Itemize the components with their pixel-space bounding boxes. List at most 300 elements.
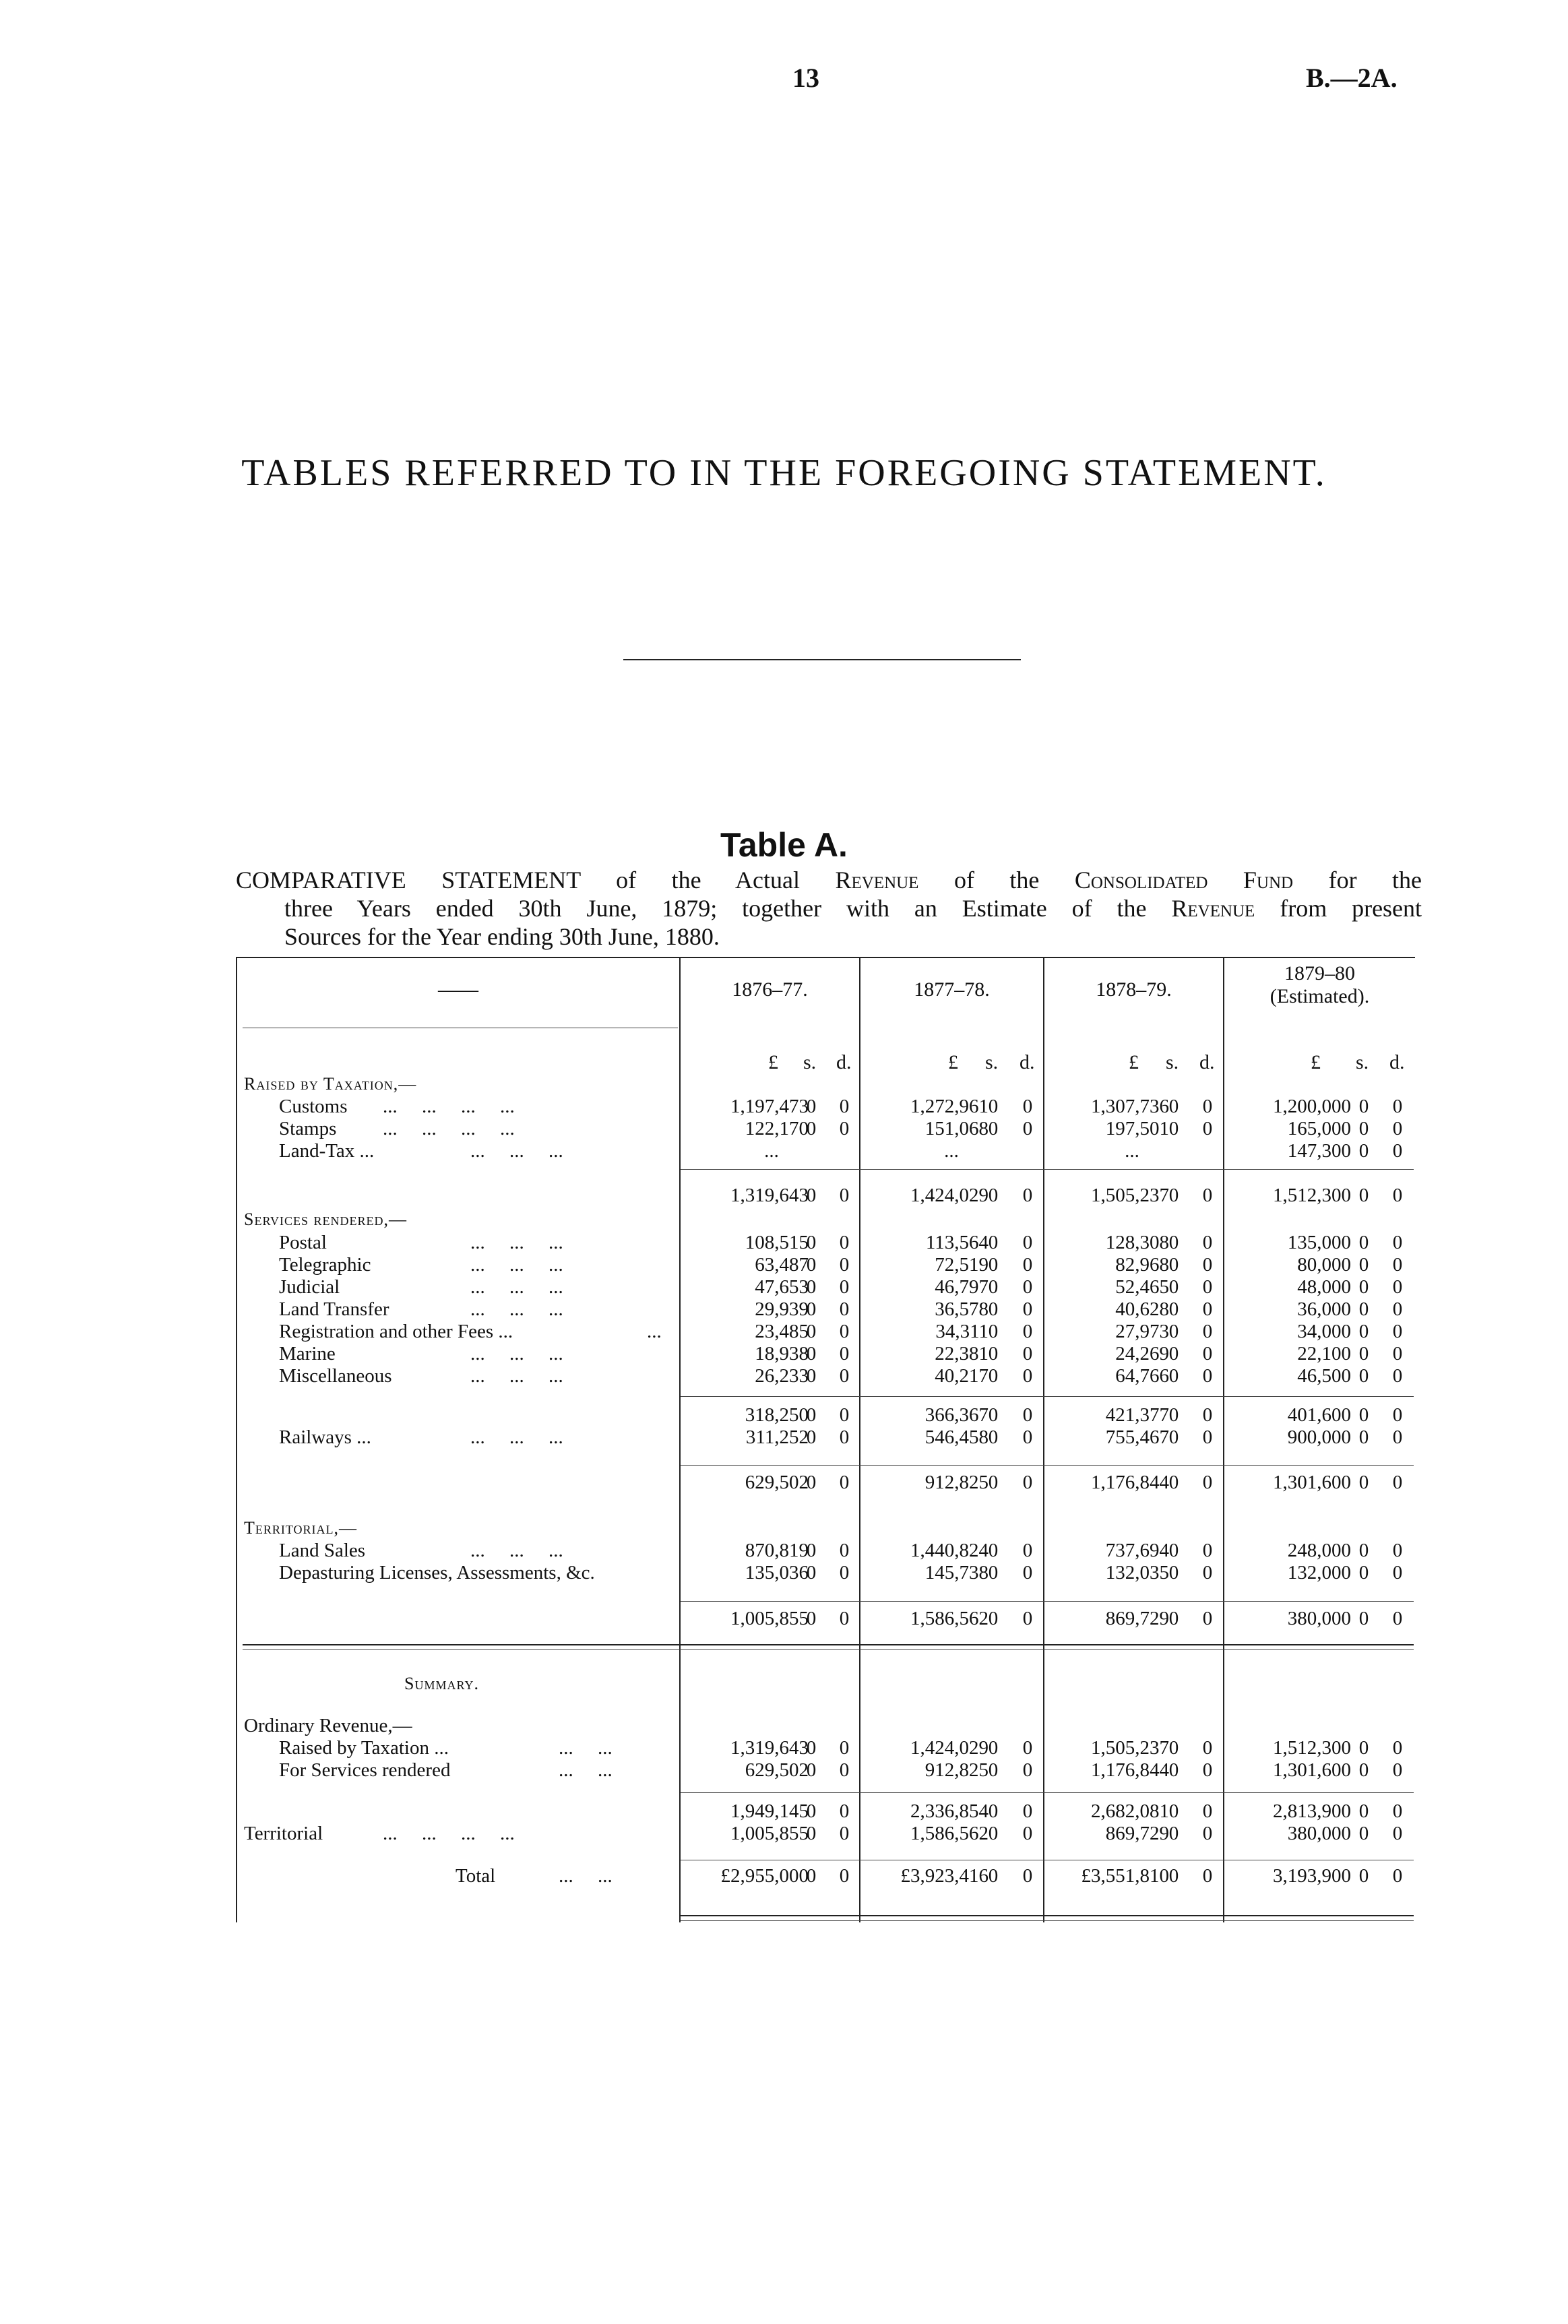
cell-pence: 0 [1022,1608,1033,1629]
cell-pounds: 108,515 [745,1232,809,1253]
cell-shillings: 0 [988,1823,999,1844]
caption-line-3: Sources for the Year ending 30th June, 1880. [284,923,720,950]
cell-shillings: 0 [806,1800,817,1822]
cell-pence: 0 [1202,1608,1213,1629]
cell-pence: 0 [839,1118,850,1139]
cell-pence: 0 [1022,1298,1033,1320]
cell-pence: 0 [1022,1472,1033,1493]
cell-shillings: 0 [806,1298,817,1320]
table-row-stamps [0,1118,1568,1141]
cell-pence: 0 [1202,1096,1213,1117]
leader-dots: ... ... ... [470,1365,563,1387]
cell-pence: 0 [1202,1759,1213,1781]
table-row-land-transfer [0,1298,1568,1321]
cell-pence: 0 [839,1404,850,1426]
page-title: TABLES REFERRED TO IN THE FOREGOING STATEMENT. [241,452,1327,494]
cell-pence: 0 [839,1185,850,1206]
cell-shillings: 0 [988,1343,999,1364]
col-heading-1876: 1876–77. [732,978,808,1001]
cell-pounds: 2,336,854 [910,1800,989,1822]
cell-pounds: 122,170 [745,1118,809,1139]
cell-shillings: 0 [1358,1096,1369,1117]
cell-shillings: 0 [1168,1823,1179,1844]
unit-pence-col2: d. [1020,1051,1035,1073]
col-heading-1878: 1878–79. [1096,978,1172,1001]
leader-dots: ... [647,1321,662,1342]
section-territorial: Territorial,— [244,1518,358,1538]
cell-pounds: 26,233 [755,1365,809,1387]
col-heading-estimated: (Estimated). [1269,985,1370,1007]
cell-pounds: 912,825 [924,1472,989,1493]
leader-dots: ... ... ... [470,1298,563,1320]
cell-pounds: 629,502 [745,1759,809,1781]
cell-shillings: 0 [988,1254,999,1276]
row-label-land-sales: Land Sales [279,1540,366,1561]
cell-shillings: 0 [1358,1254,1369,1276]
cell-pence: 0 [1022,1800,1033,1822]
cell-pounds: 128,308 [1105,1232,1169,1253]
cell-shillings: 0 [1358,1298,1369,1320]
cell-pounds: 870,819 [745,1540,809,1561]
cell-pounds: ... [944,1140,959,1162]
cell-pence: 0 [1202,1185,1213,1206]
cell-pounds: 147,300 [1287,1140,1351,1162]
leader-dots: ... ... [559,1737,613,1759]
cell-shillings: 0 [806,1118,817,1139]
cell-pence: 0 [1202,1800,1213,1822]
cell-pounds: 22,100 [1297,1343,1351,1364]
cell-shillings: 0 [806,1759,817,1781]
cell-shillings: 0 [1358,1140,1369,1162]
cell-pence: 0 [1022,1365,1033,1387]
cell-shillings: 0 [1358,1737,1369,1759]
leader-dots: ... ... [559,1865,613,1887]
cell-shillings: 0 [1168,1298,1179,1320]
section-taxation: Raised by Taxation,— [244,1074,417,1094]
cell-pence: 0 [1392,1404,1403,1426]
cell-pence: 0 [1022,1426,1033,1448]
row-label-sum-taxation: Raised by Taxation ... [279,1737,449,1759]
cell-shillings: 0 [1168,1472,1179,1493]
cell-pounds: 64,766 [1115,1365,1169,1387]
cell-pence: 0 [1022,1343,1033,1364]
cell-pounds: 737,694 [1105,1540,1169,1561]
table-row-registration [0,1321,1568,1344]
cell-pence: 0 [839,1472,850,1493]
cell-pence: 0 [1022,1321,1033,1342]
unit-shillings-col4: s. [1356,1051,1369,1073]
table-row-postal [0,1232,1568,1255]
unit-pounds-col4: £ [1311,1051,1321,1073]
cell-pounds: 18,938 [755,1343,809,1364]
cell-pounds: 1,176,844 [1091,1759,1169,1781]
cell-shillings: 0 [806,1232,817,1253]
page-reference: B.—2A. [1306,63,1398,93]
cell-pence: 0 [1392,1540,1403,1561]
unit-pounds-col3: £ [1129,1051,1139,1073]
table-row-summary-services [0,1759,1568,1782]
cell-pounds: 46,797 [935,1276,989,1298]
cell-pounds: 197,501 [1105,1118,1169,1139]
cell-shillings: 0 [1168,1865,1179,1887]
cell-pence: 0 [839,1562,850,1583]
caption-line-2: three Years ended 30th June, 1879; together with an Estimate of the Revenue from present [284,895,1422,922]
cell-pounds: £3,551,810 [1081,1865,1169,1887]
leader-dots: ... ... ... [470,1140,563,1162]
table-row-telegraphic [0,1254,1568,1277]
row-label-territorial: Territorial [244,1823,323,1844]
divider [623,659,1021,660]
cell-pounds: 1,440,824 [910,1540,989,1561]
cell-pence: 0 [1202,1343,1213,1364]
cell-shillings: 0 [988,1426,999,1448]
leader-dots: ... ... ... [470,1276,563,1298]
table-row-services-subtotal [0,1404,1568,1427]
cell-pence: 0 [1022,1823,1033,1844]
row-label-registration: Registration and other Fees ... [279,1321,513,1342]
section-services: Services rendered,— [244,1210,408,1229]
cell-shillings: 0 [1168,1343,1179,1364]
cell-shillings: 0 [1168,1276,1179,1298]
cell-shillings: 0 [1358,1185,1369,1206]
cell-pounds: 1,301,600 [1273,1472,1351,1493]
cell-pounds: 1,319,643 [730,1737,809,1759]
cell-pence: 0 [1392,1185,1403,1206]
cell-shillings: 0 [988,1759,999,1781]
cell-pounds: 132,035 [1105,1562,1169,1583]
cell-shillings: 0 [988,1472,999,1493]
cell-pence: 0 [1022,1737,1033,1759]
cell-shillings: 0 [806,1608,817,1629]
section-summary: Summary. [404,1674,479,1693]
row-label-telegraphic: Telegraphic [279,1254,371,1276]
cell-shillings: 0 [988,1562,999,1583]
cell-pounds: 1,005,855 [730,1608,809,1629]
cell-pence: 0 [839,1608,850,1629]
cell-pounds: 1,512,300 [1273,1737,1351,1759]
cell-shillings: 0 [806,1343,817,1364]
cell-pounds: 40,628 [1115,1298,1169,1320]
cell-shillings: 0 [988,1865,999,1887]
cell-pounds: 421,377 [1105,1404,1169,1426]
row-label-total: Total [456,1865,496,1887]
cell-shillings: 0 [806,1276,817,1298]
cell-pounds: 23,485 [755,1321,809,1342]
cell-pounds: 145,738 [924,1562,989,1583]
table-row-taxation-total [0,1185,1568,1207]
cell-pence: 0 [1202,1823,1213,1844]
cell-pence: 0 [1202,1540,1213,1561]
cell-shillings: 0 [1358,1118,1369,1139]
cell-shillings: 0 [806,1426,817,1448]
table-row-land-sales [0,1540,1568,1563]
cell-pounds: £2,955,000 [720,1865,809,1887]
cell-pounds: 82,968 [1115,1254,1169,1276]
cell-shillings: 0 [1358,1232,1369,1253]
cell-pence: 0 [1392,1343,1403,1364]
unit-shillings-col2: s. [985,1051,999,1073]
cell-pounds: 2,682,081 [1091,1800,1169,1822]
cell-pence: 0 [1392,1140,1403,1162]
cell-shillings: 0 [1358,1343,1369,1364]
table-row-territorial-total [0,1608,1568,1631]
cell-shillings: 0 [1168,1540,1179,1561]
cell-pounds: 165,000 [1287,1118,1351,1139]
cell-shillings: 0 [1168,1118,1179,1139]
cell-pounds: 311,252 [745,1426,809,1448]
table-row-services-total [0,1472,1568,1495]
cell-shillings: 0 [1358,1365,1369,1387]
cell-shillings: 0 [806,1404,817,1426]
cell-shillings: 0 [1358,1276,1369,1298]
cell-pounds: 1,319,643 [730,1185,809,1206]
cell-pence: 0 [1022,1185,1033,1206]
leader-dots: ... ... ... ... [383,1096,515,1117]
cell-pounds: 1,505,237 [1091,1737,1169,1759]
leader-dots: ... ... [559,1759,613,1781]
cell-pence: 0 [1392,1823,1403,1844]
table-row-grand-total [0,1865,1568,1888]
cell-shillings: 0 [806,1737,817,1759]
cell-pence: 0 [839,1865,850,1887]
unit-shillings-col1: s. [803,1051,817,1073]
leader-dots: ... ... ... [470,1232,563,1253]
cell-shillings: 0 [806,1562,817,1583]
cell-pence: 0 [1022,1562,1033,1583]
cell-pence: 0 [1202,1472,1213,1493]
cell-pence: 0 [839,1343,850,1364]
cell-pence: 0 [1022,1096,1033,1117]
row-label-land-transfer: Land Transfer [279,1298,389,1320]
cell-pence: 0 [1022,1276,1033,1298]
cell-pence: 0 [839,1232,850,1253]
cell-shillings: 0 [1358,1426,1369,1448]
table-row-customs [0,1096,1568,1119]
cell-pence: 0 [1392,1365,1403,1387]
table-row-miscellaneous [0,1365,1568,1388]
table-title: Table A. [720,826,848,864]
cell-shillings: 0 [1168,1185,1179,1206]
table-row-summary-taxation [0,1737,1568,1760]
cell-pounds: 380,000 [1287,1608,1351,1629]
cell-shillings: 0 [1168,1404,1179,1426]
cell-shillings: 0 [1168,1096,1179,1117]
cell-pounds: 755,467 [1105,1426,1169,1448]
cell-shillings: 0 [988,1185,999,1206]
col-heading-blank: —— [438,978,478,1001]
cell-pounds: 869,729 [1105,1608,1169,1629]
cell-pounds: 135,036 [745,1562,809,1583]
cell-shillings: 0 [1168,1232,1179,1253]
cell-shillings: 0 [988,1298,999,1320]
cell-pence: 0 [1022,1540,1033,1561]
cell-pence: 0 [1022,1404,1033,1426]
cell-shillings: 0 [1168,1737,1179,1759]
cell-shillings: 0 [1168,1608,1179,1629]
cell-pence: 0 [839,1254,850,1276]
cell-pence: 0 [839,1823,850,1844]
cell-pence: 0 [1202,1232,1213,1253]
cell-shillings: 0 [1358,1800,1369,1822]
cell-shillings: 0 [806,1823,817,1844]
cell-shillings: 0 [1358,1540,1369,1561]
cell-pounds: 1,176,844 [1091,1472,1169,1493]
cell-pounds: 3,193,900 [1273,1865,1351,1887]
cell-shillings: 0 [988,1608,999,1629]
leader-dots: ... ... ... ... [383,1118,515,1139]
cell-pence: 0 [1022,1232,1033,1253]
cell-pence: 0 [1392,1865,1403,1887]
cell-pence: 0 [1392,1276,1403,1298]
cell-shillings: 0 [988,1276,999,1298]
cell-shillings: 0 [988,1118,999,1139]
cell-pence: 0 [1202,1276,1213,1298]
row-label-land-tax: Land-Tax ... [279,1140,375,1162]
cell-pence: 0 [839,1759,850,1781]
cell-pence: 0 [1202,1365,1213,1387]
unit-pence-col3: d. [1199,1051,1215,1073]
row-label-ordinary-revenue: Ordinary Revenue,— [244,1715,412,1736]
cell-pounds: £3,923,416 [900,1865,989,1887]
cell-shillings: 0 [1168,1800,1179,1822]
cell-pence: 0 [839,1321,850,1342]
cell-pounds: 46,500 [1297,1365,1351,1387]
row-label-railways: Railways ... [279,1426,371,1448]
cell-pounds: 401,600 [1287,1404,1351,1426]
leader-dots: ... ... ... ... [383,1823,515,1844]
table-row-railways [0,1426,1568,1449]
cell-shillings: 0 [1358,1823,1369,1844]
cell-pence: 0 [1392,1118,1403,1139]
cell-pounds: ... [764,1140,779,1162]
cell-pence: 0 [1392,1800,1403,1822]
cell-pounds: 380,000 [1287,1823,1351,1844]
cell-shillings: 0 [1358,1608,1369,1629]
cell-pounds: 63,487 [755,1254,809,1276]
cell-pounds: 900,000 [1287,1426,1351,1448]
cell-pence: 0 [839,1426,850,1448]
table-row-depasturing [0,1562,1568,1585]
cell-shillings: 0 [988,1540,999,1561]
cell-pence: 0 [1392,1608,1403,1629]
row-label-stamps: Stamps [279,1118,337,1139]
cell-shillings: 0 [988,1800,999,1822]
row-label-marine: Marine [279,1343,336,1364]
cell-pence: 0 [1202,1118,1213,1139]
cell-pounds: 1,949,145 [730,1800,809,1822]
cell-shillings: 0 [1168,1365,1179,1387]
page-number: 13 [792,63,819,93]
cell-shillings: 0 [1358,1562,1369,1583]
cell-pounds: 1,512,300 [1273,1185,1351,1206]
cell-pounds: 1,301,600 [1273,1759,1351,1781]
cell-pence: 0 [1202,1737,1213,1759]
cell-pounds: 1,586,562 [910,1608,989,1629]
cell-pence: 0 [839,1096,850,1117]
cell-shillings: 0 [988,1232,999,1253]
cell-shillings: 0 [1168,1254,1179,1276]
cell-pounds: 132,000 [1287,1562,1351,1583]
col-heading-1879: 1879–80 [1284,962,1355,984]
leader-dots: ... ... ... [470,1343,563,1364]
unit-pence-col1: d. [836,1051,852,1073]
cell-pence: 0 [1022,1865,1033,1887]
cell-pounds: 1,272,961 [910,1096,989,1117]
table-row-marine [0,1343,1568,1366]
cell-pence: 0 [839,1540,850,1561]
row-label-judicial: Judicial [279,1276,340,1298]
cell-pounds: 318,250 [745,1404,809,1426]
cell-shillings: 0 [988,1737,999,1759]
cell-pounds: 34,000 [1297,1321,1351,1342]
cell-pence: 0 [1392,1426,1403,1448]
cell-pence: 0 [839,1276,850,1298]
cell-shillings: 0 [1168,1426,1179,1448]
cell-shillings: 0 [806,1365,817,1387]
cell-shillings: 0 [1168,1759,1179,1781]
table-caption [236,866,1422,951]
cell-pounds: 27,973 [1115,1321,1169,1342]
cell-pounds: 34,311 [935,1321,989,1342]
cell-pounds: 151,068 [924,1118,989,1139]
cell-pence: 0 [1022,1254,1033,1276]
cell-shillings: 0 [806,1321,817,1342]
cell-pounds: 2,813,900 [1273,1800,1351,1822]
cell-shillings: 0 [988,1321,999,1342]
cell-pounds: 48,000 [1297,1276,1351,1298]
table-row-summary-ordinary [0,1800,1568,1823]
cell-pence: 0 [1392,1321,1403,1342]
row-label-miscellaneous: Miscellaneous [279,1365,392,1387]
cell-pounds: 366,367 [924,1404,989,1426]
unit-pounds-col2: £ [948,1051,958,1073]
unit-shillings-col3: s. [1166,1051,1179,1073]
cell-pounds: 1,005,855 [730,1823,809,1844]
table-row-summary-territorial [0,1823,1568,1846]
cell-shillings: 0 [806,1540,817,1561]
cell-pounds: 1,505,237 [1091,1185,1169,1206]
cell-pounds: 546,458 [924,1426,989,1448]
cell-pence: 0 [1392,1254,1403,1276]
cell-shillings: 0 [1358,1472,1369,1493]
table-top-rule [236,957,1415,958]
cell-shillings: 0 [1358,1759,1369,1781]
cell-pounds: 912,825 [924,1759,989,1781]
cell-shillings: 0 [1358,1404,1369,1426]
cell-pence: 0 [1202,1321,1213,1342]
cell-pence: 0 [839,1298,850,1320]
cell-pence: 0 [1202,1865,1213,1887]
cell-pounds: 248,000 [1287,1540,1351,1561]
cell-shillings: 0 [988,1404,999,1426]
cell-pence: 0 [1022,1759,1033,1781]
cell-pence: 0 [1202,1254,1213,1276]
cell-shillings: 0 [1358,1321,1369,1342]
cell-shillings: 0 [988,1096,999,1117]
cell-pounds: 40,217 [935,1365,989,1387]
cell-pence: 0 [1392,1472,1403,1493]
cell-pounds: 1,424,029 [910,1737,989,1759]
cell-pounds: 36,578 [935,1298,989,1320]
cell-pounds: 52,465 [1115,1276,1169,1298]
cell-pence: 0 [1392,1562,1403,1583]
cell-shillings: 0 [806,1254,817,1276]
cell-shillings: 0 [806,1865,817,1887]
cell-pence: 0 [1392,1096,1403,1117]
cell-pounds: 47,653 [755,1276,809,1298]
cell-pence: 0 [1392,1298,1403,1320]
cell-pence: 0 [1392,1737,1403,1759]
